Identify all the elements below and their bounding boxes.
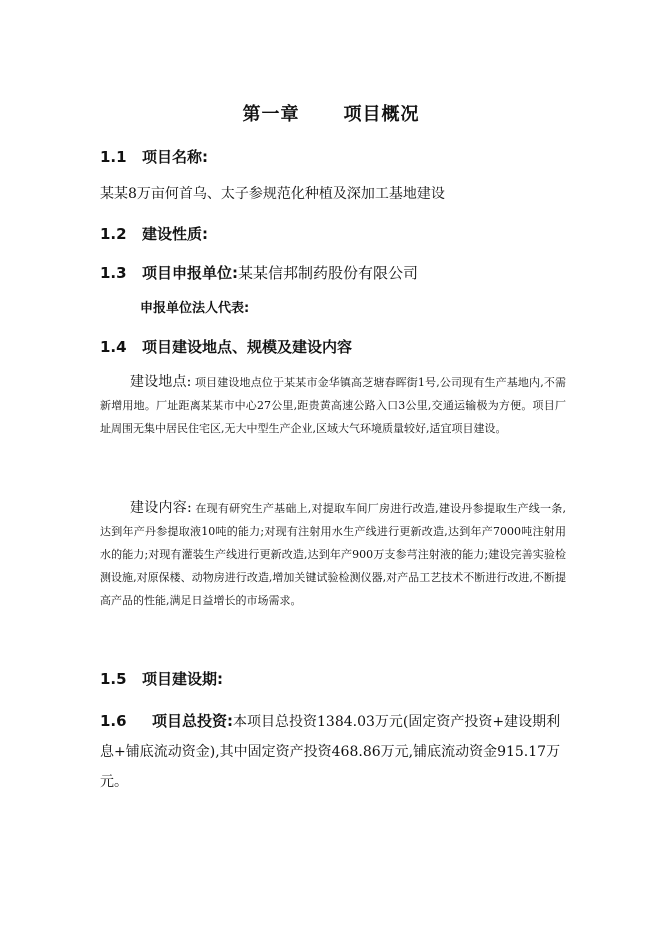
section-number: 1.6 xyxy=(100,712,127,730)
content-label: 建设内容: xyxy=(130,500,192,516)
section-number: 1.5 xyxy=(100,670,127,688)
section-number: 1.3 xyxy=(100,264,127,282)
section-1-1-heading xyxy=(100,146,208,167)
section-1-4-heading xyxy=(100,336,352,357)
applicant-company: 某某信邦制药股份有限公司 xyxy=(238,264,419,282)
section-label: 项目建设期: xyxy=(142,670,223,688)
section-label: 项目建设地点、规模及建设内容 xyxy=(142,338,353,356)
chapter-title xyxy=(0,100,662,126)
section-number: 1.2 xyxy=(100,225,127,243)
section-1-6-paragraph xyxy=(100,706,570,797)
investment-text: 本项目总投资1384.03万元(固定资产投资+建设期利息+铺底流动资金),其中固定资产投资468.86万元,铺底流动资金915.17万元。 xyxy=(100,714,561,790)
project-name: 某某8万亩何首乌、太子参规范化种植及深加工基地建设 xyxy=(100,186,445,202)
section-label: 项目总投资: xyxy=(152,712,233,730)
content-text: 在现有研究生产基础上,对提取车间厂房进行改造,建设丹参提取生产线一条,达到年产丹参提取液10吨的能力;对现有注射用水生产线进行更新改造,达到年产7000吨注射用水的能力;对现有灌装生产线进行更新改造,达到年产900万支参芎注射液的能力;建设完善实验检测设施,对原保楼、动物房进行改造,增加关键试验检测仪器,对产品工艺技术不断进行改进,不断提高产品的性能,满足日益增长的市场需求。 xyxy=(100,502,567,607)
chapter-number: 第一章 xyxy=(242,104,300,125)
section-label: 项目申报单位: xyxy=(142,264,238,282)
section-number: 1.1 xyxy=(100,148,127,166)
content-paragraph xyxy=(100,497,566,612)
chapter-heading: 项目概况 xyxy=(343,104,420,125)
legal-representative-label: 申报单位法人代表: xyxy=(140,301,250,316)
section-1-5-heading xyxy=(100,668,223,689)
location-paragraph xyxy=(100,371,566,440)
location-label: 建设地点: xyxy=(130,374,192,390)
section-number: 1.4 xyxy=(100,338,127,356)
section-1-3-heading xyxy=(100,262,418,283)
section-label: 建设性质: xyxy=(142,225,208,243)
location-text: 项目建设地点位于某某市金华镇高芝塘春晖街1号,公司现有生产基地内,不需新增用地。厂址距离某某市中心27公里,距贵黄高速公路入口3公里,交通运输极为方便。项目厂址周围无集中居民住宅区,无大中型生产企业,区域大气环境质量较好,适宜项目建设。 xyxy=(100,376,566,435)
section-1-2-heading xyxy=(100,223,208,244)
section-label: 项目名称: xyxy=(142,148,208,166)
